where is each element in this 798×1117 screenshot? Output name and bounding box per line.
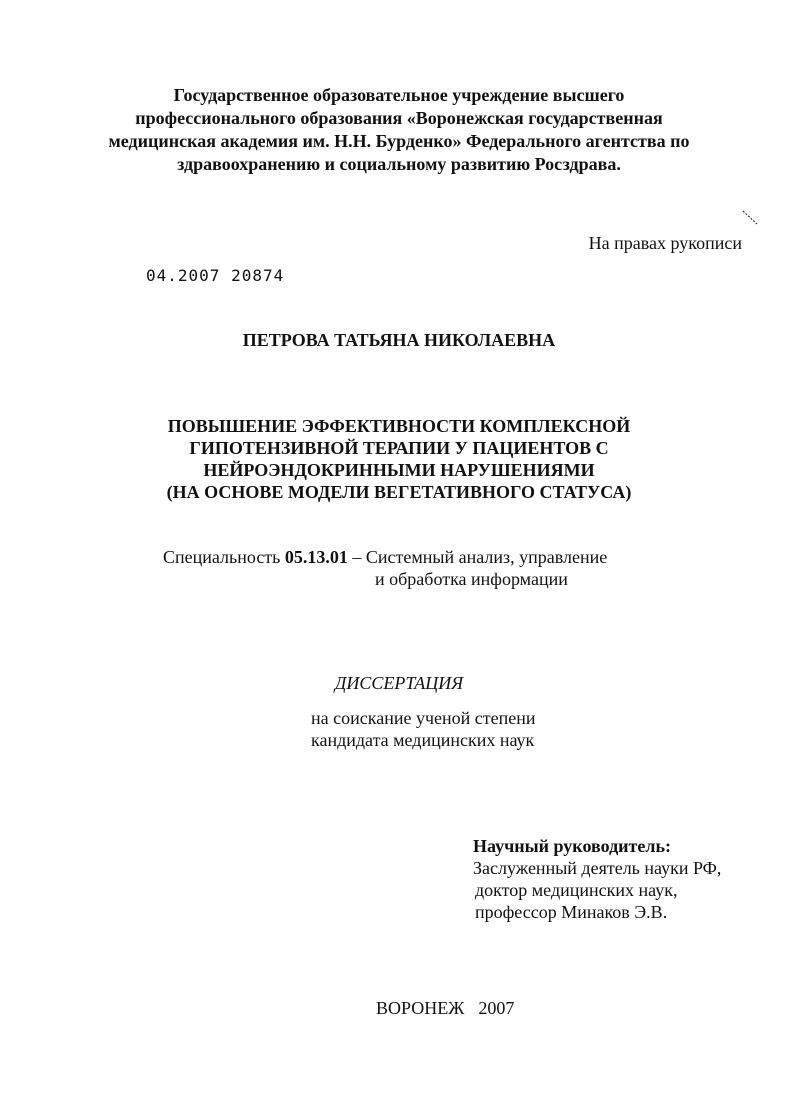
author-name: ПЕТРОВА ТАТЬЯНА НИКОЛАЕВНА — [242, 330, 556, 350]
institution-header — [60, 84, 738, 176]
supervisor-line: Заслуженный деятель науки РФ, — [473, 858, 722, 878]
title-line: НЕЙРОЭНДОКРИННЫМИ НАРУШЕНИЯМИ — [203, 460, 595, 480]
pen-mark-icon — [741, 209, 759, 227]
dissertation-title — [60, 415, 738, 503]
supervisor-line: доктор медицинских наук, — [475, 880, 678, 900]
supervisor-line: профессор Минаков Э.В. — [475, 902, 668, 922]
institution-line: профессионального образования «Воронежская государственная — [135, 108, 663, 128]
degree-line: кандидата медицинских наук — [311, 730, 535, 750]
title-line: (НА ОСНОВЕ МОДЕЛИ ВЕГЕТАТИВНОГО СТАТУСА) — [166, 482, 632, 502]
degree-line: на соискание ученой степени — [311, 708, 536, 728]
specialty-code: 05.13.01 — [284, 547, 348, 567]
manuscript-mark: На правах рукописи — [588, 233, 742, 253]
registry-number-value: 04.2007 20874 — [146, 266, 285, 285]
document-type: ДИССЕРТАЦИЯ — [334, 673, 464, 693]
institution-line: здравоохранению и социальному развитию Росздрава. — [177, 154, 621, 174]
specialty-label: Специальность — [163, 547, 281, 567]
title-line: ПОВЫШЕНИЕ ЭФФЕКТИВНОСТИ КОМПЛЕКСНОЙ — [167, 416, 631, 436]
degree-statement — [311, 707, 536, 751]
specialty-line — [163, 546, 607, 568]
supervisor-heading: Научный руководитель: — [473, 836, 671, 856]
specialty-name: – Системный анализ, управление — [352, 547, 608, 567]
specialty-name-continued: и обработка информации — [375, 569, 568, 589]
title-line: ГИПОТЕНЗИВНОЙ ТЕРАПИИ У ПАЦИЕНТОВ С — [189, 438, 609, 458]
city-year — [376, 998, 514, 1019]
city: ВОРОНЕЖ — [376, 998, 465, 1018]
supervisor-block — [473, 835, 721, 923]
registry-number — [146, 266, 284, 285]
year: 2007 — [478, 998, 515, 1018]
institution-line: медицинская академия им. Н.Н. Бурденко» Федерального агентства по — [108, 131, 690, 151]
institution-line: Государственное образовательное учреждение высшего — [173, 85, 625, 105]
